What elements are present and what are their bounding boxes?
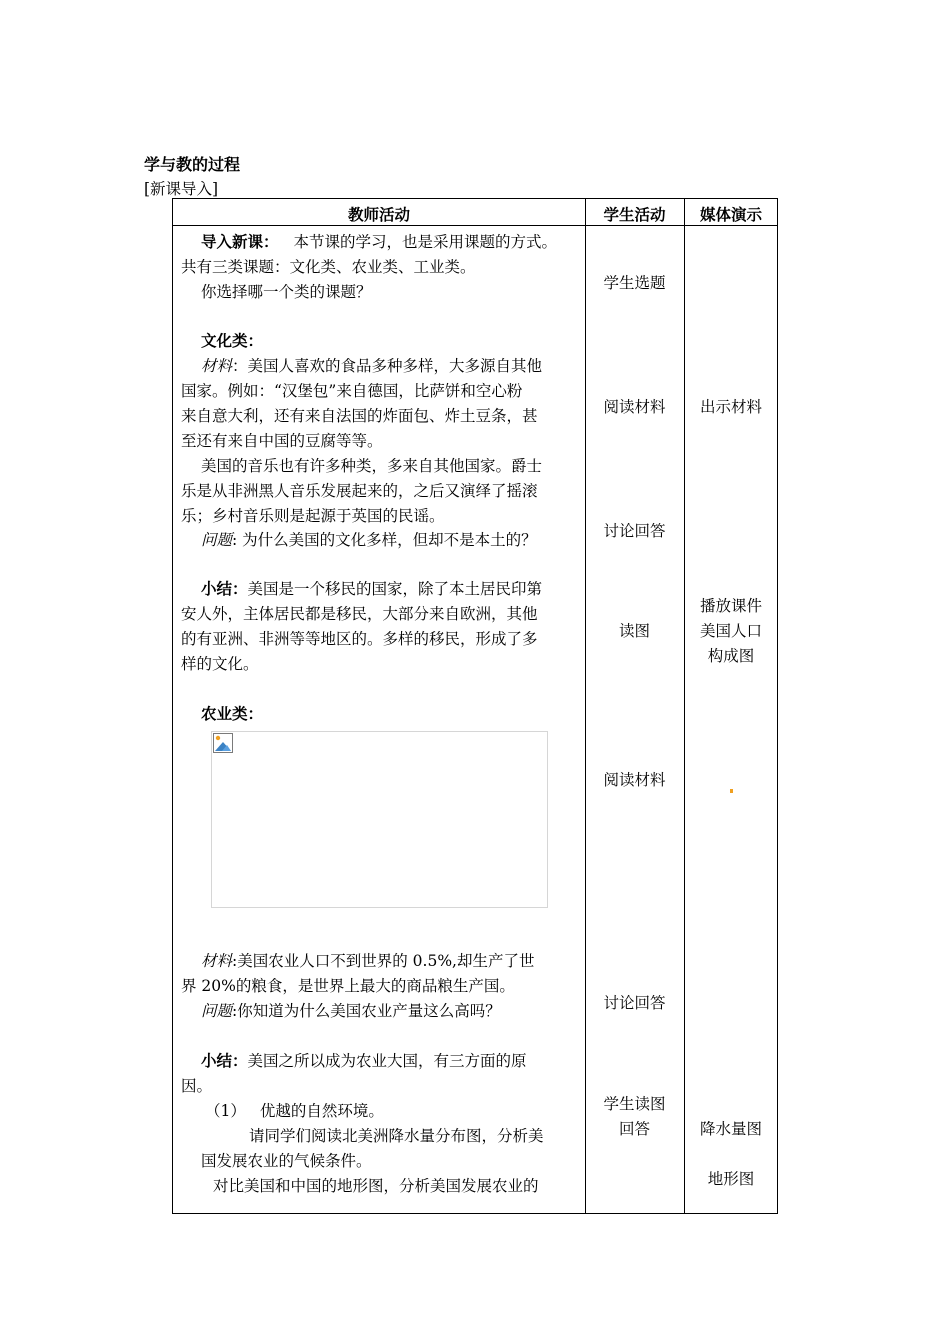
point-1 bbox=[205, 1099, 384, 1121]
student-activity-select: 学生选题 bbox=[603, 274, 666, 292]
culture-summary-line-1 bbox=[201, 577, 542, 599]
culture-material-line-2: 国家。例如：“汉堡包”来自德国，比萨饼和空心粉 bbox=[181, 382, 523, 400]
music-line-3: 乐；乡村音乐则是起源于英国的民谣。 bbox=[181, 507, 445, 525]
student-activity-map-answer-1: 学生读图 bbox=[603, 1095, 666, 1113]
point-1-text: 优越的自然环境。 bbox=[259, 1102, 384, 1120]
culture-summary-line-3: 的有亚洲、非洲等等地区的。多样的移民，形成了多 bbox=[181, 630, 538, 648]
culture-material-line-1 bbox=[201, 354, 542, 376]
page-heading: 学与教的过程 bbox=[144, 155, 241, 174]
material-label: 材料 bbox=[201, 357, 233, 375]
broken-image-icon bbox=[213, 733, 233, 753]
header-student-activity: 学生活动 bbox=[603, 205, 666, 224]
music-line-1: 美国的音乐也有许多种类，多来自其他国家。爵士 bbox=[201, 457, 543, 475]
agri-summary-label: 小结： bbox=[201, 1051, 248, 1070]
lesson-table bbox=[172, 198, 778, 1214]
agri-material-text: :美国农业人口不到世界的 0.5%,却生产了世 bbox=[232, 952, 535, 970]
agri-question-text: :你知道为什么美国农业产量这么高吗？ bbox=[232, 1002, 501, 1020]
agri-summary-text: 美国之所以成为农业大国，有三方面的原 bbox=[247, 1052, 527, 1070]
student-activity-discuss-2: 讨论回答 bbox=[603, 994, 666, 1012]
student-activity-read-2: 阅读材料 bbox=[603, 771, 666, 789]
culture-material-text: ：美国人喜欢的食品多种多样，大多源自其他 bbox=[232, 357, 543, 375]
point-1-number: （1） bbox=[205, 1102, 246, 1120]
culture-label: 文化类： bbox=[201, 331, 264, 350]
media-precipitation-map: 降水量图 bbox=[699, 1120, 762, 1138]
culture-question bbox=[201, 528, 537, 550]
column-divider bbox=[585, 199, 586, 1213]
culture-summary-line-4: 样的文化。 bbox=[181, 655, 259, 673]
header-divider bbox=[173, 225, 777, 226]
agri-question bbox=[201, 999, 501, 1021]
culture-material-line-3: 来自意大利，还有来自法国的炸面包、炸土豆条，甚 bbox=[181, 407, 538, 425]
agri-material-line-2: 界 20%的粮食，是世界上最大的商品粮生产国。 bbox=[181, 977, 515, 995]
intro-line-1 bbox=[201, 230, 557, 252]
media-terrain-map: 地形图 bbox=[707, 1170, 755, 1188]
media-show-material: 出示材料 bbox=[699, 398, 762, 416]
intro-question: 你选择哪一个类的课题？ bbox=[201, 283, 372, 301]
media-courseware-2: 美国人口 bbox=[699, 622, 762, 640]
decorative-dot bbox=[730, 789, 733, 793]
agri-question-label: 问题 bbox=[201, 1002, 233, 1020]
summary-label: 小结： bbox=[201, 579, 248, 598]
culture-summary-text: 美国是一个移民的国家，除了本土居民印第 bbox=[247, 580, 543, 598]
header-media-demo: 媒体演示 bbox=[699, 205, 762, 224]
point-1-detail-1: 请同学们阅读北美洲降水量分布图，分析美 bbox=[249, 1127, 544, 1145]
intro-text: 本节课的学习，也是采用课题的方式。 bbox=[293, 233, 557, 251]
student-activity-map: 读图 bbox=[618, 622, 650, 640]
point-1-detail-2: 国发展农业的气候条件。 bbox=[201, 1152, 372, 1170]
culture-question-text: : 为什么美国的文化多样，但却不是本土的？ bbox=[232, 531, 537, 549]
agri-summary-line-2: 因。 bbox=[181, 1077, 213, 1095]
intro-label: 导入新课： bbox=[201, 232, 279, 251]
question-label: 问题 bbox=[201, 531, 233, 549]
culture-material-line-4: 至还有来自中国的豆腐等等。 bbox=[181, 432, 383, 450]
header-teacher-activity: 教师活动 bbox=[347, 205, 410, 224]
culture-summary-line-2: 安人外，主体居民都是移民，大部分来自欧洲，其他 bbox=[181, 605, 538, 623]
column-divider bbox=[684, 199, 685, 1213]
student-activity-discuss: 讨论回答 bbox=[603, 522, 666, 540]
student-activity-map-answer-2: 回答 bbox=[618, 1120, 650, 1138]
point-1-detail-3: 对比美国和中国的地形图，分析美国发展农业的 bbox=[213, 1177, 539, 1195]
media-courseware-3: 构成图 bbox=[707, 647, 755, 665]
agri-material-label: 材料 bbox=[201, 952, 233, 970]
intro-line-2: 共有三类课题：文化类、农业类、工业类。 bbox=[181, 258, 476, 276]
section-tag: [新课导入] bbox=[144, 180, 219, 198]
media-courseware-1: 播放课件 bbox=[699, 597, 762, 615]
student-activity-read: 阅读材料 bbox=[603, 398, 666, 416]
agri-material-line-1 bbox=[201, 949, 534, 971]
agri-summary-line-1 bbox=[201, 1049, 527, 1071]
music-line-2: 乐是从非洲黑人音乐发展起来的，之后又演绎了摇滚 bbox=[181, 482, 538, 500]
image-placeholder bbox=[211, 731, 548, 908]
agri-label: 农业类： bbox=[201, 704, 264, 723]
